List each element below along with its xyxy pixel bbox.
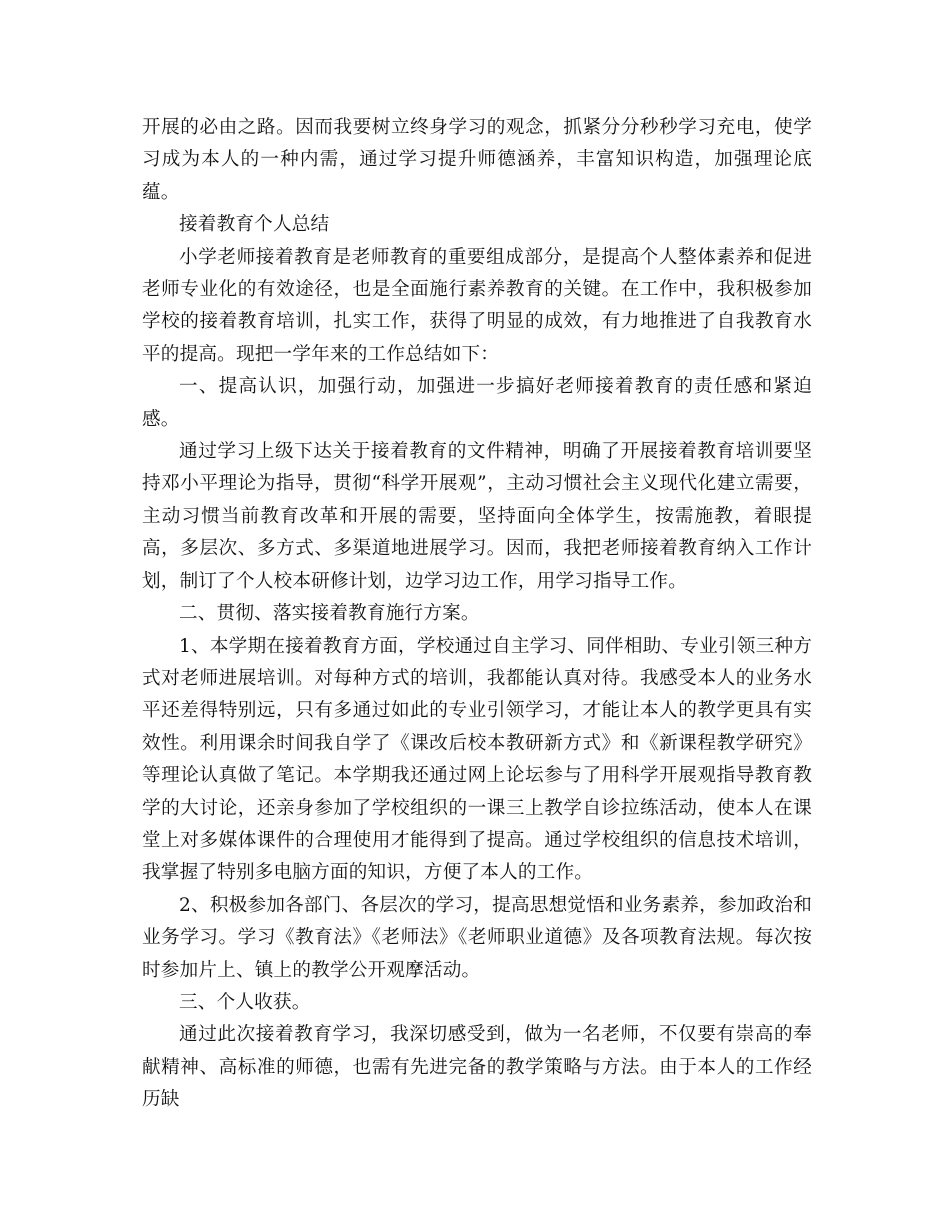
paragraph-item-two: 2、积极参加各部门、各层次的学习，提高思想觉悟和业务素养，参加政治和业务学习。学习《教育法》《老师法》《老师职业道德》及各项教育法规。每次按时参加片上、镇上的教学公开观摩活动。 [142,894,812,981]
paragraph-intro: 小学老师接着教育是老师教育的重要组成部分，是提高个人整体素养和促进老师专业化的有效途径，也是全面施行素养教育的关键。在工作中，我积极参加学校的接着教育培训，扎实工作，获得了明显的成效，有力地推进了自我教育水平的提高。现把一学年来的工作总结如下： [142,246,812,365]
section-heading-summary: 接着教育个人总结 [179,214,330,236]
heading-part-two: 二、贯彻、落实接着教育施行方案。 [179,603,480,625]
paragraph-part-one: 通过学习上级下达关于接着教育的文件精神，明确了开展接着教育培训要坚持邓小平理论为指导，贯彻“科学开展观”，主动习惯社会主义现代化建立需要，主动习惯当前教育改革和开展的需要，坚持面向全体学生，按需施教，着眼提高，多层次、多方式、多渠道地进展学习。因而，我把老师接着教育纳入工作计划，制订了个人校本研修计划，边学习边工作，用学习指导工作。 [142,441,812,592]
heading-part-one: 一、提高认识，加强行动，加强进一步搞好老师接着教育的责任感和紧迫感。 [142,376,812,430]
paragraph-continuation: 开展的必由之路。因而我要树立终身学习的观念，抓紧分分秒秒学习充电，使学习成为本人的一种内需，通过学习提升师德涵养，丰富知识构造，加强理论底蕴。 [142,117,812,203]
paragraph-item-one: 1、本学期在接着教育方面，学校通过自主学习、同伴相助、专业引领三种方式对老师进展培训。对每种方式的培训，我都能认真对待。我感受本人的业务水平还差得特别远，只有多通过如此的专业引领学习，才能让本人的教学更具有实效性。利用课余时间我自学了《课改后校本教研新方式》和《新课程教学研究》等理论认真做了笔记。本学期我还通过网上论坛参与了用科学开展观指导教育教学的大讨论，还亲身参加了学校组织的一课三上教学自诊拉练活动，使本人在课堂上对多媒体课件的合理使用才能得到了提高。通过学校组织的信息技术培训，我掌握了特别多电脑方面的知识，方便了本人的工作。 [142,635,812,884]
paragraph-part-three: 通过此次接着教育学习，我深切感受到，做为一名老师，不仅要有崇高的奉献精神、高标准的师德，也需有先进完备的教学策略与方法。由于本人的工作经历缺 [142,1024,812,1111]
heading-part-three: 三、个人收获。 [179,991,311,1013]
document-body [142,112,812,1117]
